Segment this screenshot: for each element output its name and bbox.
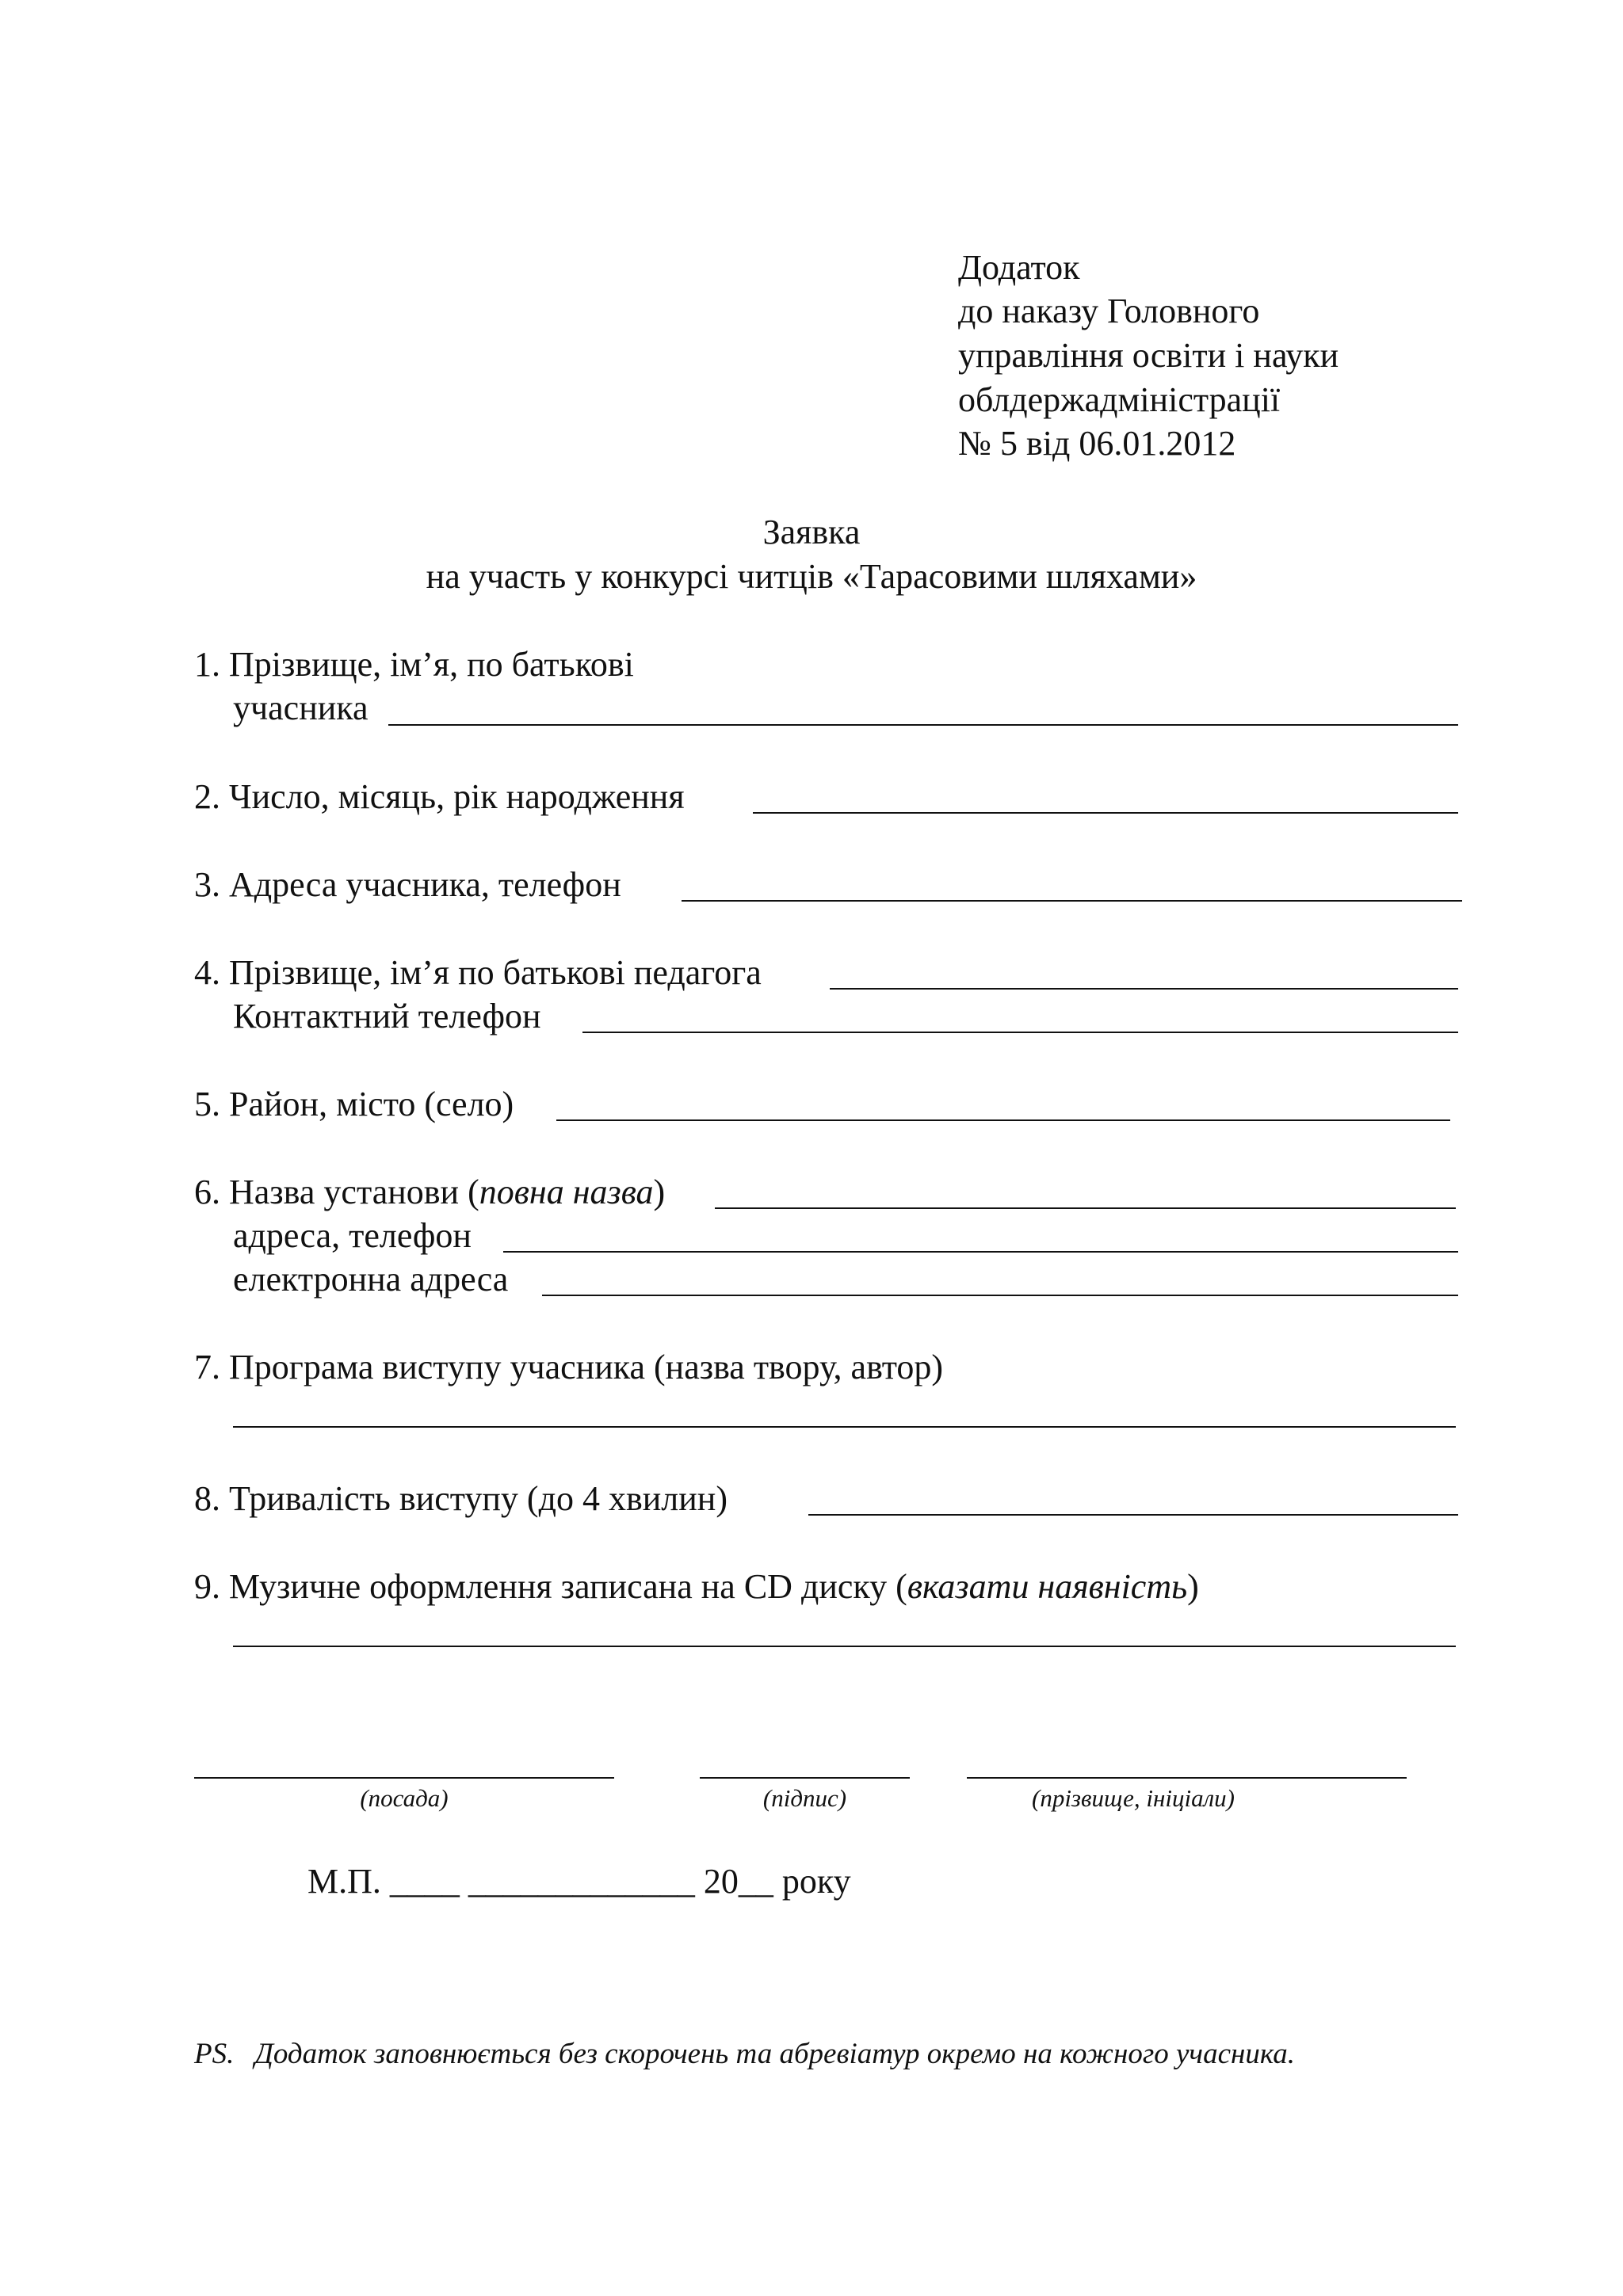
- field-4-label: 4. Прізвище, ім’я по батькові педагога: [194, 953, 762, 992]
- field-2-label: 2. Число, місяць, рік народження: [194, 777, 685, 816]
- stamp-date-line: [307, 1864, 851, 1899]
- field-7-label: 7. Програма виступу учасника (назва твору, автор): [194, 1348, 944, 1386]
- position-caption: (посада): [360, 1784, 449, 1812]
- field-9-label-emphasis: вказати наявність: [907, 1567, 1188, 1606]
- field-3-fill-line[interactable]: [682, 900, 1462, 902]
- field-6-label-close: ): [653, 1173, 666, 1211]
- stamp-label: М.П.: [307, 1862, 381, 1901]
- field-6-label-email: електронна адреса: [233, 1260, 509, 1299]
- field-1-fill-line[interactable]: [388, 724, 1458, 726]
- appendix-line-1: Додаток: [958, 248, 1080, 287]
- name-caption: (прізвище, ініціали): [1032, 1784, 1235, 1812]
- appendix-line-2: до наказу Головного: [958, 292, 1260, 330]
- signature-caption: (підпис): [762, 1784, 847, 1812]
- field-4-phone-fill-line[interactable]: [582, 1032, 1458, 1033]
- field-8-label: 8. Тривалість виступу (до 4 хвилин): [194, 1479, 727, 1518]
- field-9-fill-line[interactable]: [233, 1646, 1456, 1647]
- appendix-line-3: управління освіти і науки: [958, 336, 1339, 375]
- field-7-fill-line[interactable]: [233, 1426, 1456, 1428]
- field-6-label-emphasis: повна назва: [479, 1173, 654, 1211]
- year-blank[interactable]: 20__: [703, 1862, 773, 1901]
- appendix-line-5: № 5 від 06.01.2012: [958, 424, 1236, 463]
- field-6-label-address: адреса, телефон: [233, 1216, 472, 1255]
- field-6-label: [194, 1175, 665, 1210]
- month-blank[interactable]: _____________: [468, 1862, 695, 1901]
- field-1-label-cont: учасника: [233, 688, 369, 727]
- field-9-label-close: ): [1187, 1567, 1199, 1606]
- position-signature-line[interactable]: [194, 1777, 614, 1779]
- field-6-label-text: 6. Назва установи (: [194, 1173, 479, 1211]
- field-5-fill-line[interactable]: [556, 1119, 1450, 1121]
- form-subtitle: на участь у конкурсі читців «Тарасовими шляхами»: [426, 557, 1197, 596]
- field-1-label: 1. Прізвище, ім’я, по батькові: [194, 645, 634, 684]
- ps-note: [194, 2039, 1295, 2069]
- name-signature-line[interactable]: [967, 1777, 1407, 1779]
- form-title: Заявка: [762, 513, 861, 551]
- ps-text: Додаток заповнюється без скорочень та абревіатур окремо на кожного учасника.: [254, 2038, 1295, 2070]
- field-9-label: [194, 1569, 1199, 1604]
- year-word: року: [781, 1862, 851, 1901]
- field-8-fill-line[interactable]: [808, 1514, 1458, 1516]
- day-blank[interactable]: ____: [389, 1862, 460, 1901]
- appendix-line-4: облдержадміністрації: [958, 380, 1281, 419]
- field-6-fill-line[interactable]: [715, 1207, 1456, 1209]
- field-2-fill-line[interactable]: [753, 812, 1458, 814]
- field-6-email-fill-line[interactable]: [542, 1295, 1458, 1296]
- signature-line[interactable]: [700, 1777, 910, 1779]
- field-5-label: 5. Район, місто (село): [194, 1085, 514, 1123]
- field-3-label: 3. Адреса учасника, телефон: [194, 865, 621, 904]
- field-6-address-fill-line[interactable]: [503, 1251, 1458, 1253]
- field-4-label-phone: Контактний телефон: [233, 997, 541, 1035]
- field-4-fill-line[interactable]: [830, 988, 1458, 990]
- ps-label: PS.: [194, 2038, 235, 2070]
- field-9-label-text: 9. Музичне оформлення записана на CD диску (: [194, 1567, 907, 1606]
